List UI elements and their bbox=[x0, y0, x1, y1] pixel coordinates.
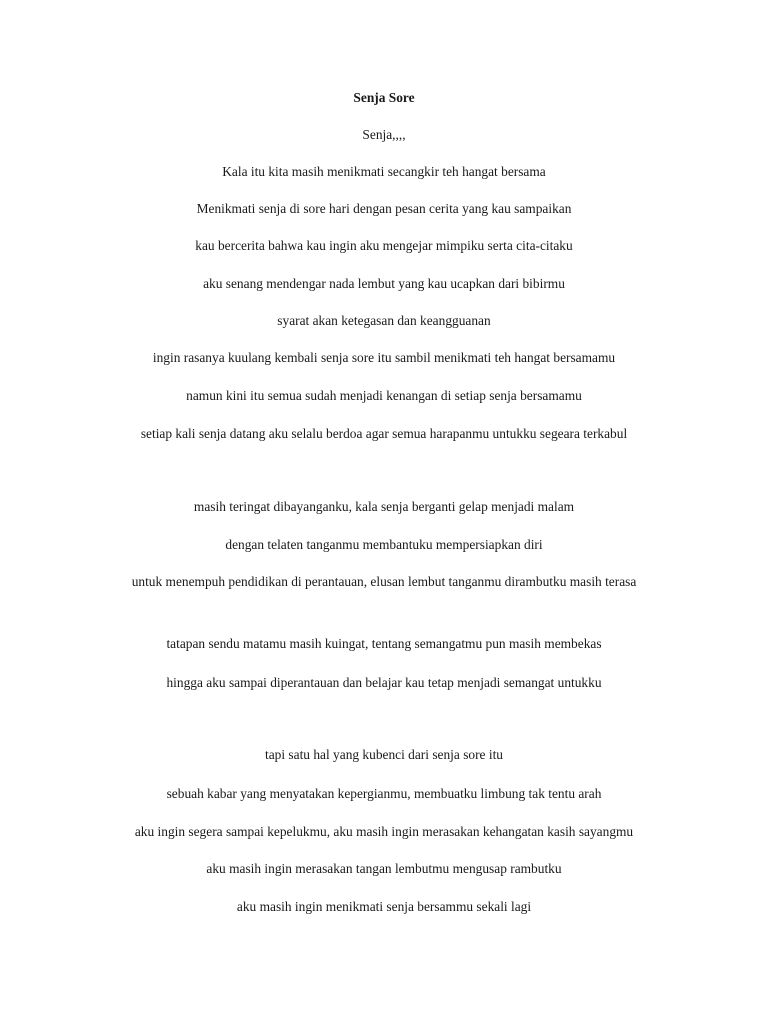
poem-line: hingga aku sampai diperantauan dan belajar kau tetap menjadi semangat untukku bbox=[166, 675, 602, 690]
poem-line: namun kini itu semua sudah menjadi kenangan di setiap senja bersamamu bbox=[186, 388, 582, 403]
poem-line: aku masih ingin menikmati senja bersammu sekali lagi bbox=[236, 899, 532, 914]
poem-title: Senja Sore bbox=[353, 90, 415, 105]
poem-line: aku masih ingin merasakan tangan lembutmu mengusap rambutku bbox=[206, 861, 562, 876]
poem-line: aku senang mendengar nada lembut yang kau ucapkan dari bibirmu bbox=[203, 276, 565, 291]
poem-line: Senja,,,, bbox=[362, 127, 406, 142]
poem-line: syarat akan ketegasan dan keangguanan bbox=[277, 313, 491, 328]
poem-line: Menikmati senja di sore hari dengan pesan cerita yang kau sampaikan bbox=[196, 201, 572, 216]
poem-line: tapi satu hal yang kubenci dari senja sore itu bbox=[265, 747, 503, 762]
poem-line: dengan telaten tanganmu membantuku mempersiapkan diri bbox=[225, 537, 543, 552]
poem-line: aku ingin segera sampai kepelukmu, aku masih ingin merasakan kehangatan kasih sayangmu bbox=[134, 824, 634, 839]
poem-line: untuk menempuh pendidikan di perantauan, elusan lembut tanganmu dirambutku masih terasa bbox=[131, 574, 637, 589]
poem-line: Kala itu kita masih menikmati secangkir teh hangat bersama bbox=[222, 164, 546, 179]
poem-line: setiap kali senja datang aku selalu berdoa agar semua harapanmu untukku segeara terkabul bbox=[140, 426, 628, 441]
poem-line: sebuah kabar yang menyatakan kepergianmu, membuatku limbung tak tentu arah bbox=[166, 786, 602, 801]
poem-line: tatapan sendu matamu masih kuingat, tentang semangatmu pun masih membekas bbox=[166, 636, 602, 651]
poem-line: masih teringat dibayanganku, kala senja berganti gelap menjadi malam bbox=[193, 499, 575, 514]
poem-line: ingin rasanya kuulang kembali senja sore itu sambil menikmati teh hangat bersamamu bbox=[152, 350, 616, 365]
poem-line: kau bercerita bahwa kau ingin aku mengejar mimpiku serta cita-citaku bbox=[195, 238, 573, 253]
